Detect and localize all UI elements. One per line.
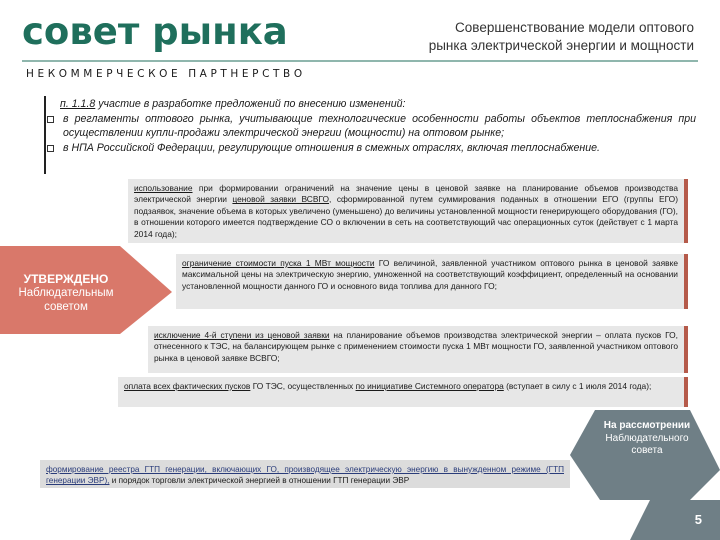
approved-line3: советом (44, 301, 88, 313)
approved-item-2 (176, 254, 688, 309)
review-item-tail: и порядок торговли электрической энергией в отношении ГТП генерации ЭВР (109, 476, 410, 486)
page-title (334, 19, 694, 55)
intro-bullet-text: в регламенты оптового рынка, учитывающие технологические особенности работы объектов теплоснабжения при осуществлении купли-продажи электрической энергии (мощности) на оптовом рынке; (63, 112, 696, 140)
approved-label (4, 272, 128, 314)
item-3-lead: исключение 4-й ступени из ценовой заявки (154, 330, 330, 340)
review-title: На рассмотрении (603, 420, 691, 431)
item-1-mid: при формировании ограничений на значение цены в ценовой заявке на планирование объемов производства электрической энергии (134, 183, 678, 205)
review-line3: совета (631, 445, 663, 456)
approved-line2: Наблюдательным (18, 287, 114, 299)
item-1-link: ценовой заявки ВСВГО (232, 194, 330, 205)
intro-bullet (60, 141, 696, 156)
item-3-tail: на планирование объемов производства электрической энергии – оплата пусков ГО, отнесенного к ТЭС, на балансирующем рынке с применением стоимости пуска 1 МВт мощности ГО, заявленной участником оптового рынка в ценовой заявке ВСВГО; (154, 330, 678, 363)
review-item (40, 460, 570, 488)
item-2-tail: ГО величиной, заявленной участником оптового рынка в ценовой заявке максимальной цены на электрическую энергию, умноженной на соответствующий коэффициент, определенный на основании установленной мощности данного ГО и основного вида топлива для данного ГО; (182, 258, 678, 291)
page-number: 5 (694, 512, 702, 527)
review-line2: Наблюдательного (605, 432, 689, 444)
page-title-line1: Совершенствование модели оптового (455, 20, 694, 35)
intro-heading-num: п. 1.1.8 (60, 98, 96, 110)
approved-title: УТВЕРЖДЕНО (23, 272, 109, 286)
logo-subtitle: НЕКОММЕРЧЕСКОЕ ПАРТНЕРСТВО (26, 68, 306, 80)
item-1-lead: использование (134, 183, 193, 193)
intro-bullet (60, 112, 696, 141)
logo: совет рынка (22, 10, 288, 53)
header-rule (22, 60, 698, 62)
intro-section (60, 97, 696, 155)
item-4-tail: (вступает в силу с 1 июля 2014 года); (503, 381, 652, 391)
item-1-tail: , сформированной путем суммирования поданных в отношении ЕГО (группы ЕГО) подзаявок, значение объема в которых увеличено (уменьшено) до величины установленной мощности генерирующего оборудования (ГО), в отношении которого имеется подтверждение СО о включении в сеть на соответствующий час операционных суток (действует с 1 марта 2014 года); (134, 194, 678, 239)
checkbox-bullet-icon (47, 116, 54, 123)
page-title-line2: рынка электрической энергии и мощности (428, 38, 694, 53)
approved-item-4 (118, 377, 688, 407)
item-2-lead: ограничение стоимости пуска 1 МВт мощности (182, 258, 375, 268)
item-4-link: по инициативе Системного оператора (355, 381, 504, 391)
intro-accent-bar (44, 96, 46, 174)
item-4-lead: оплата всех фактических пусков (124, 381, 251, 391)
approved-item-1 (128, 179, 688, 243)
review-item-lead: формирование реестра ГТП генерации, включающих ГО, производящее электрическую энергию в вынужденном режиме (ГТП генерации ЭВР), (46, 465, 564, 486)
review-label (582, 420, 712, 458)
item-4-mid: ГО ТЭС, осуществленных (250, 381, 356, 391)
checkbox-bullet-icon (47, 145, 54, 152)
approved-item-3 (148, 326, 688, 373)
intro-heading (60, 97, 696, 112)
intro-heading-text: участие в разработке предложений по внесению изменений: (95, 98, 406, 110)
intro-bullet-text: в НПА Российской Федерации, регулирующие отношения в смежных отраслях, включая теплоснабжение. (63, 141, 600, 154)
